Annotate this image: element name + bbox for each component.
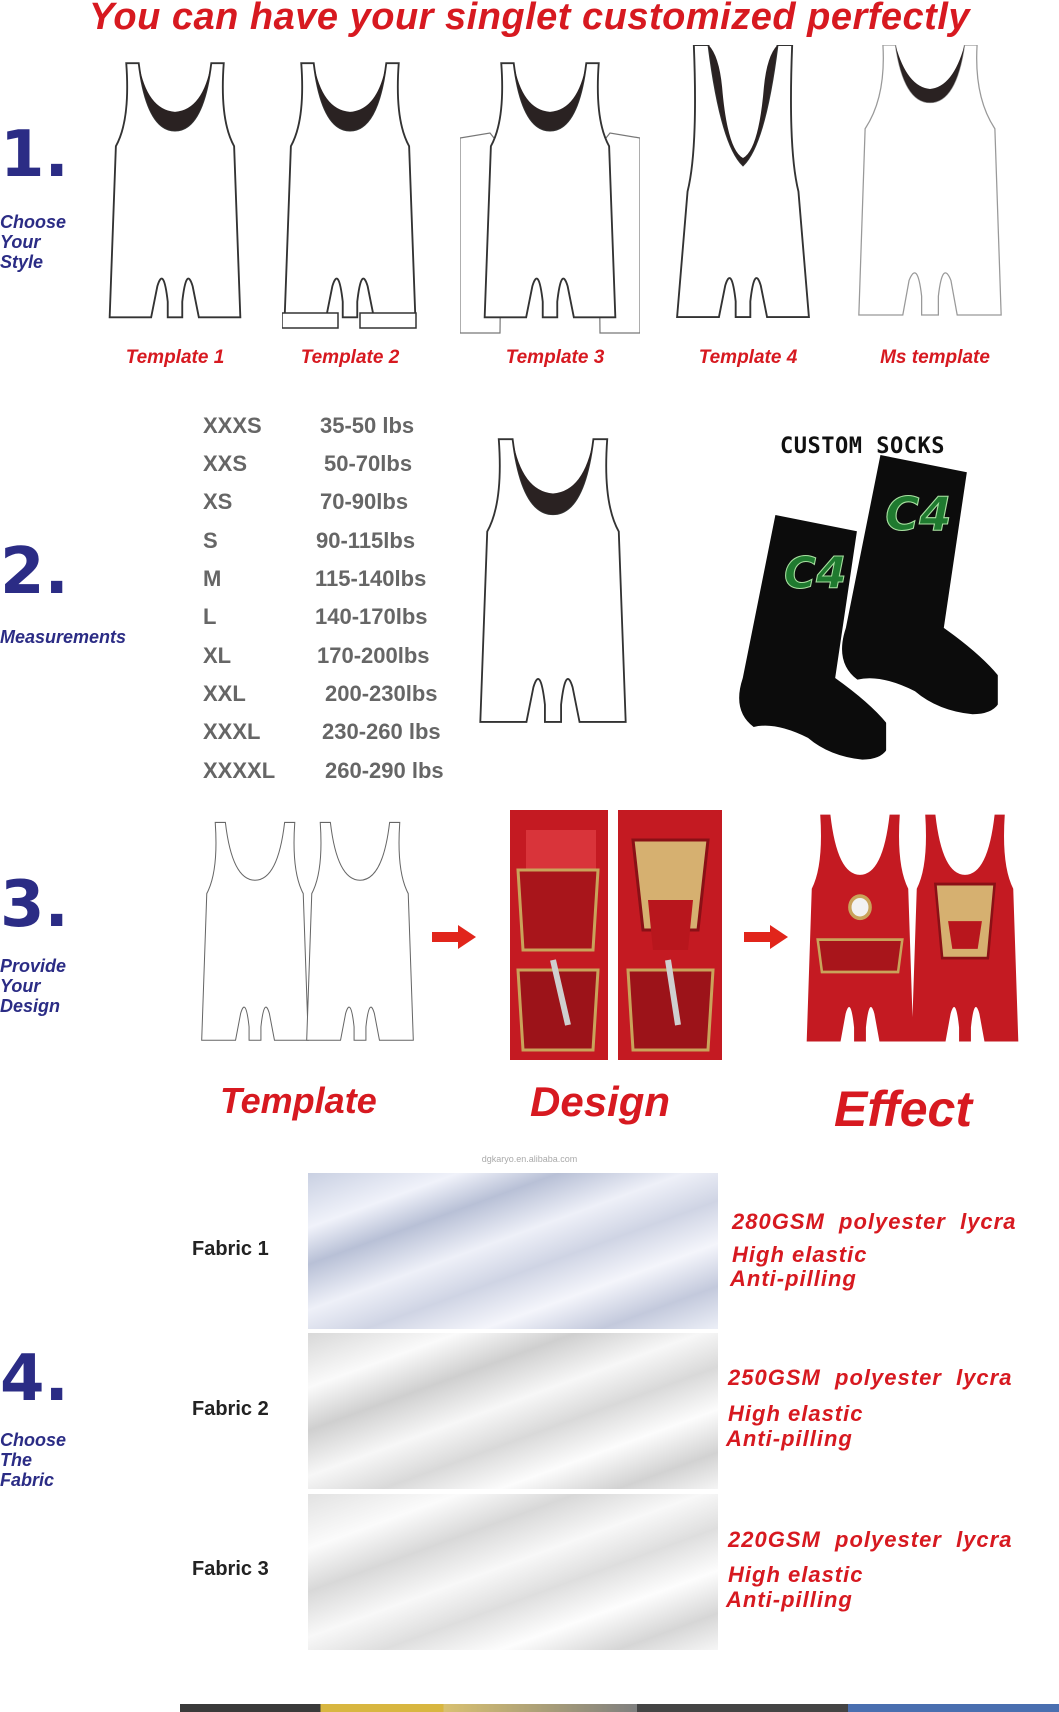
- fabric-1-spec: 280GSM polyester lycra: [732, 1209, 1017, 1234]
- page-title: You can have your singlet customized perfectly: [88, 0, 971, 38]
- fabric-3-feature: High elastic: [728, 1562, 864, 1587]
- watermark: dgkaryo.en.alibaba.com: [481, 1154, 578, 1164]
- fabric-1-image[interactable]: [308, 1173, 718, 1329]
- fabric-2-feature: Anti-pilling: [726, 1426, 853, 1451]
- size-name: XS: [203, 489, 233, 514]
- fabric-2-label[interactable]: Fabric 2: [192, 1398, 269, 1420]
- singlet-outline-icon: [460, 58, 640, 338]
- size-weight: 200-230lbs: [325, 681, 438, 706]
- svg-text:C4: C4: [885, 487, 952, 542]
- step-1-label: Choose Your Style: [0, 212, 67, 272]
- arrow-right-icon: [432, 925, 476, 949]
- singlet-outline-icon: [107, 58, 243, 338]
- step-3-number: 3.: [0, 868, 69, 942]
- size-row: [203, 528, 463, 566]
- fabric-2-image[interactable]: [308, 1333, 718, 1489]
- size-weight: 230-260 lbs: [322, 719, 441, 744]
- template-1-image[interactable]: [107, 58, 243, 338]
- size-row: [203, 758, 463, 796]
- fabric-1-feature: Anti-pilling: [730, 1266, 857, 1291]
- size-name: XXXXL: [203, 758, 276, 783]
- arrow-right-icon: [744, 925, 788, 949]
- ms-template-label[interactable]: Ms template: [880, 347, 990, 368]
- fabric-1-feature: High elastic: [732, 1242, 868, 1267]
- template-3-image[interactable]: [460, 58, 640, 338]
- size-row: [203, 604, 463, 642]
- fabric-2-spec: 250GSM polyester lycra: [728, 1365, 1013, 1390]
- template-1-label[interactable]: Template 1: [125, 347, 225, 368]
- size-row: [203, 451, 463, 489]
- custom-socks-label: CUSTOM SOCKS: [780, 434, 945, 459]
- size-weight: 90-115lbs: [316, 528, 416, 553]
- size-row: [203, 413, 463, 451]
- size-name: XL: [203, 643, 232, 668]
- design-template-image: [200, 818, 415, 1058]
- sock-right-image: [830, 455, 1000, 720]
- template-2-label[interactable]: Template 2: [300, 347, 400, 368]
- fabric-3-label[interactable]: Fabric 3: [192, 1558, 269, 1580]
- size-row: [203, 681, 463, 719]
- size-name: XXL: [203, 681, 246, 706]
- fabric-3-feature: Anti-pilling: [726, 1587, 853, 1612]
- step-2-label: Measurements: [0, 627, 127, 647]
- size-weight: 115-140lbs: [315, 566, 427, 591]
- step-4-number: 4.: [0, 1342, 69, 1416]
- template-4-label[interactable]: Template 4: [698, 347, 798, 368]
- size-weight: 260-290 lbs: [325, 758, 444, 783]
- size-name: XXXL: [203, 719, 261, 744]
- singlet-outline-icon: [855, 45, 1005, 338]
- fabric-3-image[interactable]: [308, 1494, 718, 1650]
- effect-caption: Effect: [834, 1081, 973, 1137]
- size-weight: 35-50 lbs: [320, 413, 415, 438]
- size-name: XXS: [203, 451, 248, 476]
- fabric-2-feature: High elastic: [728, 1401, 864, 1426]
- singlet-outline-icon: [675, 45, 811, 338]
- singlet-outline-icon: [282, 58, 418, 338]
- design-caption: Design: [530, 1078, 671, 1125]
- singlet-outline-icon: [805, 810, 1020, 1060]
- size-weight: 140-170lbs: [315, 604, 428, 629]
- sock-icon: [830, 455, 1000, 720]
- size-row: [203, 643, 463, 681]
- template-4-image[interactable]: [675, 45, 811, 338]
- size-name: M: [203, 566, 222, 591]
- step-2-number: 2.: [0, 535, 69, 609]
- step-1-number: 1.: [0, 118, 69, 192]
- size-weight: 70-90lbs: [320, 489, 409, 514]
- ms-template-image[interactable]: [855, 45, 1005, 338]
- template-caption: Template: [220, 1080, 377, 1121]
- template-2-image[interactable]: [282, 58, 418, 338]
- size-row: [203, 719, 463, 757]
- size-row: [203, 489, 463, 527]
- size-weight: 50-70lbs: [324, 451, 413, 476]
- size-row: [203, 566, 463, 604]
- singlet-outline-icon: [200, 818, 415, 1058]
- fabric-3-spec: 220GSM polyester lycra: [728, 1527, 1013, 1552]
- measurement-singlet-image: [478, 430, 628, 760]
- template-3-label[interactable]: Template 3: [505, 347, 605, 368]
- design-artwork-image: [498, 810, 734, 1060]
- svg-text:C4: C4: [784, 547, 847, 599]
- bottom-banner-strip: [180, 1704, 1059, 1712]
- step-4-label: Choose The Fabric: [0, 1430, 67, 1490]
- size-weight: 170-200lbs: [317, 643, 430, 668]
- singlet-outline-icon: [478, 430, 628, 760]
- size-name: XXXS: [203, 413, 262, 438]
- design-pattern-icon: [498, 810, 734, 1060]
- fabric-1-label[interactable]: Fabric 1: [192, 1238, 269, 1260]
- effect-singlets-image: [805, 810, 1020, 1060]
- size-name: L: [203, 604, 217, 629]
- size-name: S: [203, 528, 218, 553]
- step-3-label: Provide Your Design: [0, 956, 67, 1016]
